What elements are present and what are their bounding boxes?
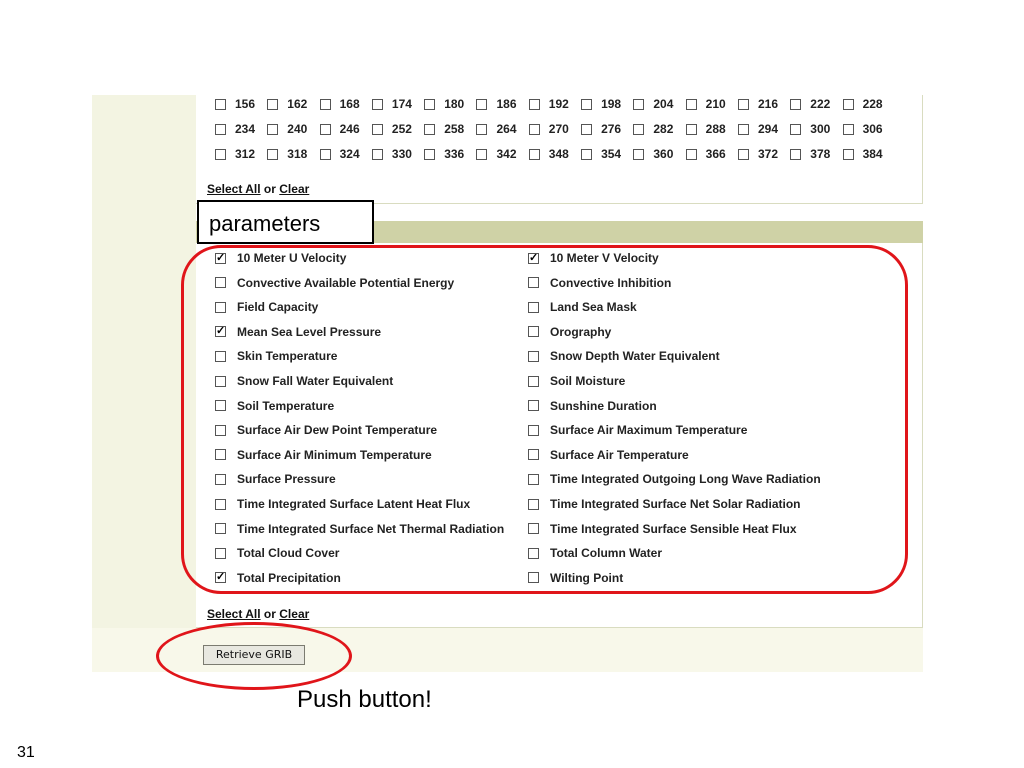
params-select-all-link[interactable]: Select All <box>207 607 261 621</box>
step-option[interactable] <box>686 147 738 161</box>
parameters-callout: parameters <box>197 200 374 244</box>
step-checkbox[interactable] <box>424 149 435 160</box>
step-label: 228 <box>862 97 883 111</box>
step-label: 360 <box>653 147 674 161</box>
step-label: 246 <box>339 122 360 136</box>
step-label: 288 <box>705 122 726 136</box>
parameter-label: Snow Fall Water Equivalent <box>237 374 394 388</box>
steps-section <box>196 95 923 204</box>
step-checkbox[interactable] <box>320 149 331 160</box>
step-label: 162 <box>287 97 308 111</box>
step-label: 354 <box>601 147 622 161</box>
step-label: 264 <box>496 122 517 136</box>
step-checkbox[interactable] <box>633 149 644 160</box>
button-highlight-oval <box>156 622 352 690</box>
step-label: 270 <box>548 122 569 136</box>
steps-select-all-link[interactable]: Select All <box>207 182 261 196</box>
steps-row <box>215 146 895 162</box>
parameter-label: Convective Available Potential Energy <box>237 275 455 290</box>
step-label: 384 <box>862 147 883 161</box>
step-option[interactable] <box>581 97 633 111</box>
step-checkbox[interactable] <box>372 99 383 110</box>
step-checkbox[interactable] <box>738 99 749 110</box>
parameter-label: Total Precipitation <box>237 570 341 585</box>
params-or-text: or <box>263 607 276 621</box>
step-option[interactable] <box>215 97 267 111</box>
steps-select-links <box>207 182 309 196</box>
step-checkbox[interactable] <box>476 149 487 160</box>
parameter-label: Surface Air Minimum Temperature <box>237 447 432 462</box>
parameter-label: Soil Temperature <box>237 398 335 413</box>
step-option[interactable] <box>320 122 372 136</box>
step-label: 348 <box>548 147 569 161</box>
step-option[interactable] <box>581 147 633 161</box>
step-label: 336 <box>444 147 465 161</box>
step-option[interactable] <box>320 147 372 161</box>
step-option[interactable] <box>790 147 842 161</box>
step-label: 324 <box>339 147 360 161</box>
step-checkbox[interactable] <box>738 149 749 160</box>
step-checkbox[interactable] <box>320 124 331 135</box>
step-checkbox[interactable] <box>215 124 226 135</box>
step-option[interactable] <box>633 97 685 111</box>
retrieve-grib-button[interactable]: Retrieve GRIB <box>203 645 305 665</box>
step-checkbox[interactable] <box>843 124 854 135</box>
parameter-label: Skin Temperature <box>237 349 338 364</box>
step-option[interactable] <box>686 97 738 111</box>
step-label: 318 <box>287 147 308 161</box>
step-checkbox[interactable] <box>633 99 644 110</box>
step-checkbox[interactable] <box>843 149 854 160</box>
parameter-label: Convective Inhibition <box>550 275 672 290</box>
step-checkbox[interactable] <box>215 149 226 160</box>
step-label: 168 <box>339 97 360 111</box>
step-option[interactable] <box>790 97 842 111</box>
step-label: 156 <box>235 97 256 111</box>
parameter-label: Wilting Point <box>550 570 624 585</box>
push-button-note: Push button! <box>297 686 432 713</box>
step-label: 210 <box>705 97 726 111</box>
params-select-links <box>207 607 309 621</box>
step-checkbox[interactable] <box>790 99 801 110</box>
step-label: 198 <box>601 97 622 111</box>
step-checkbox[interactable] <box>424 99 435 110</box>
step-label: 366 <box>705 147 726 161</box>
step-checkbox[interactable] <box>790 124 801 135</box>
step-label: 204 <box>653 97 674 111</box>
parameter-label: Total Column Water <box>550 546 662 561</box>
step-option[interactable] <box>424 122 476 136</box>
steps-row <box>215 121 895 137</box>
step-checkbox[interactable] <box>790 149 801 160</box>
parameter-label: Surface Air Temperature <box>550 447 689 462</box>
step-option[interactable] <box>372 122 424 136</box>
step-option[interactable] <box>529 122 581 136</box>
step-option[interactable] <box>738 122 790 136</box>
step-checkbox[interactable] <box>372 124 383 135</box>
step-option[interactable] <box>476 122 528 136</box>
parameter-label: Soil Moisture <box>550 374 626 388</box>
step-label: 378 <box>810 147 831 161</box>
step-checkbox[interactable] <box>686 149 697 160</box>
step-checkbox[interactable] <box>686 124 697 135</box>
step-checkbox[interactable] <box>686 99 697 110</box>
step-label: 306 <box>862 122 883 136</box>
step-label: 258 <box>444 122 465 136</box>
parameter-label: Time Integrated Surface Latent Heat Flux <box>237 497 471 511</box>
step-option[interactable] <box>529 97 581 111</box>
step-checkbox[interactable] <box>738 124 749 135</box>
step-checkbox[interactable] <box>320 99 331 110</box>
step-option[interactable] <box>790 122 842 136</box>
parameter-label: Time Integrated Surface Net Thermal Radiation <box>237 521 505 536</box>
step-label: 180 <box>444 97 465 111</box>
step-option[interactable] <box>529 147 581 161</box>
step-checkbox[interactable] <box>581 124 592 135</box>
step-label: 330 <box>391 147 412 161</box>
parameter-label: Surface Air Dew Point Temperature <box>237 423 438 438</box>
params-clear-link[interactable]: Clear <box>279 607 310 621</box>
step-label: 282 <box>653 122 674 136</box>
step-checkbox[interactable] <box>633 124 644 135</box>
step-option[interactable] <box>738 97 790 111</box>
step-option[interactable] <box>215 122 267 136</box>
step-checkbox[interactable] <box>529 124 540 135</box>
step-checkbox[interactable] <box>215 99 226 110</box>
parameter-label: Total Cloud Cover <box>237 546 340 561</box>
slide-number: 31 <box>17 744 35 761</box>
parameter-label: Surface Air Maximum Temperature <box>550 423 748 438</box>
step-option[interactable] <box>267 97 319 111</box>
step-label: 216 <box>757 97 778 111</box>
steps-clear-link[interactable]: Clear <box>279 182 310 196</box>
parameter-label: 10 Meter V Velocity <box>550 251 659 265</box>
step-option[interactable] <box>215 147 267 161</box>
step-option[interactable] <box>581 122 633 136</box>
step-label: 312 <box>235 147 256 161</box>
step-label: 174 <box>391 97 412 111</box>
step-label: 234 <box>235 122 256 136</box>
step-label: 240 <box>287 122 308 136</box>
step-option[interactable] <box>267 147 319 161</box>
step-option[interactable] <box>267 122 319 136</box>
step-option[interactable] <box>320 97 372 111</box>
step-option[interactable] <box>476 147 528 161</box>
step-checkbox[interactable] <box>529 99 540 110</box>
step-label: 294 <box>757 122 778 136</box>
step-checkbox[interactable] <box>529 149 540 160</box>
step-option[interactable] <box>686 122 738 136</box>
step-option[interactable] <box>843 147 895 161</box>
parameter-label: Snow Depth Water Equivalent <box>550 349 720 364</box>
step-label: 186 <box>496 97 517 111</box>
step-option[interactable] <box>738 147 790 161</box>
step-checkbox[interactable] <box>424 124 435 135</box>
parameter-label: Land Sea Mask <box>550 300 637 315</box>
step-option[interactable] <box>424 147 476 161</box>
step-label: 192 <box>548 97 569 111</box>
step-option[interactable] <box>843 97 895 111</box>
parameter-label: 10 Meter U Velocity <box>237 251 347 265</box>
parameters-highlight-oval <box>181 245 908 594</box>
step-label: 222 <box>810 97 831 111</box>
parameter-label: Sunshine Duration <box>550 398 657 413</box>
steps-row <box>215 96 895 112</box>
step-checkbox[interactable] <box>581 149 592 160</box>
step-checkbox[interactable] <box>267 99 278 110</box>
parameter-label: Field Capacity <box>237 300 319 315</box>
parameter-label: Time Integrated Surface Net Solar Radiation <box>550 497 801 511</box>
step-checkbox[interactable] <box>267 124 278 135</box>
step-checkbox[interactable] <box>843 99 854 110</box>
step-option[interactable] <box>424 97 476 111</box>
parameter-label: Time Integrated Surface Sensible Heat Flux <box>550 521 797 536</box>
parameter-label: Orography <box>550 324 612 339</box>
step-option[interactable] <box>633 122 685 136</box>
parameter-label: Surface Pressure <box>237 472 336 487</box>
step-label: 300 <box>810 122 831 136</box>
step-label: 252 <box>391 122 412 136</box>
step-checkbox[interactable] <box>581 99 592 110</box>
step-checkbox[interactable] <box>372 149 383 160</box>
step-label: 276 <box>601 122 622 136</box>
step-option[interactable] <box>372 147 424 161</box>
step-option[interactable] <box>633 147 685 161</box>
step-option[interactable] <box>476 97 528 111</box>
step-checkbox[interactable] <box>267 149 278 160</box>
step-checkbox[interactable] <box>476 124 487 135</box>
step-checkbox[interactable] <box>476 99 487 110</box>
step-label: 342 <box>496 147 517 161</box>
steps-or-text: or <box>263 182 276 196</box>
step-label: 372 <box>757 147 778 161</box>
step-option[interactable] <box>843 122 895 136</box>
parameter-label: Mean Sea Level Pressure <box>237 324 382 339</box>
parameter-label: Time Integrated Outgoing Long Wave Radiation <box>550 472 821 487</box>
step-option[interactable] <box>372 97 424 111</box>
